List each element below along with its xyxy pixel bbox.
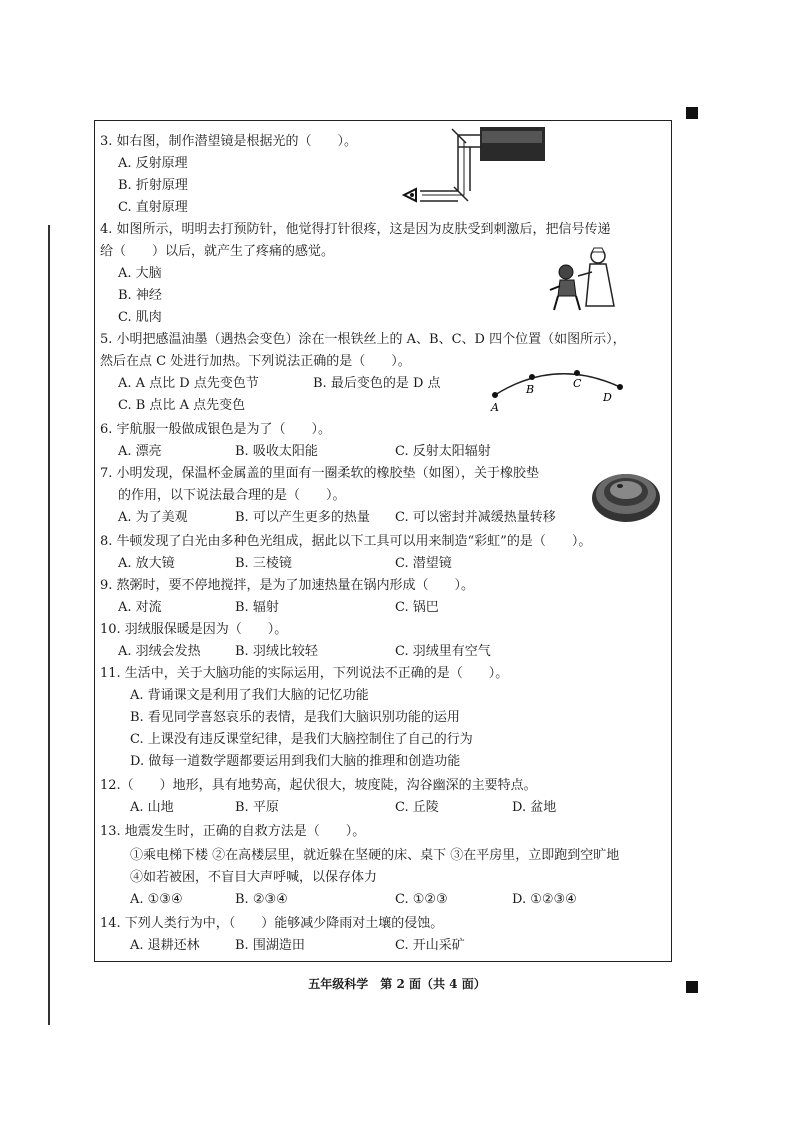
q9-option-c: C. 锅巴 [395, 600, 439, 615]
q7-option-a: A. 为了美观 [118, 510, 188, 525]
q13-option-c: C. ①②③ [395, 892, 448, 907]
q5-stem-line2: 然后在点 C 处进行加热。下列说法正确的是（ ）。 [100, 354, 411, 369]
q13-items-line2: ④如若被困，不盲目大声呼喊，以保存体力 [130, 870, 378, 885]
q12-stem: 12.（ ）地形，具有地势高，起伏很大，坡度陡，沟谷幽深的主要特点。 [100, 778, 537, 793]
q4-stem-line1: 4. 如图所示，明明去打预防针，他觉得打针很疼，这是因为皮肤受到刺激后，把信号传递 [100, 222, 611, 237]
q5-stem-line1: 5. 小明把感温油墨（遇热会变色）涂在一根铁丝上的 A、B、C、D 四个位置（如图所示）， [100, 332, 626, 347]
q13-option-a: A. ①③④ [130, 892, 183, 907]
q7-stem-line2: 的作用，以下说法最合理的是（ ）。 [118, 488, 346, 503]
q5-option-c: C. B 点比 A 点先变色 [118, 398, 246, 413]
q4-option-a: A. 大脑 [118, 266, 162, 281]
q11-stem: 11. 生活中，关于大脑功能的实际运用，下列说法不正确的是（ ）。 [100, 666, 509, 681]
q12-option-b: B. 平原 [235, 800, 279, 815]
q9-option-b: B. 辐射 [235, 600, 279, 615]
q12-option-d: D. 盆地 [512, 800, 557, 815]
wire-figure [485, 365, 635, 415]
q14-stem: 14. 下列人类行为中，（ ）能够减少降雨对土壤的侵蚀。 [100, 916, 444, 931]
q5-option-a: A. A 点比 D 点先变色节 [118, 376, 259, 391]
q3-option-b: B. 折射原理 [118, 178, 188, 193]
q10-stem: 10. 羽绒服保暖是因为（ ）。 [100, 622, 288, 637]
q5-option-b: B. 最后变色的是 D 点 [313, 376, 441, 391]
injection-figure [548, 246, 626, 316]
q6-option-c: C. 反射太阳辐射 [395, 444, 491, 459]
wire-label-a: A [491, 401, 499, 414]
q4-stem-line2: 给（ ）以后，就产生了疼痛的感觉。 [100, 244, 335, 259]
q6-stem: 6. 宇航服一般做成银色是为了（ ）。 [100, 422, 332, 437]
q3-stem: 3. 如右图，制作潜望镜是根据光的（ ）。 [100, 134, 358, 149]
q7-option-c: C. 可以密封并减缓热量转移 [395, 510, 556, 525]
q3-option-a: A. 反射原理 [118, 156, 188, 171]
q11-option-d: D. 做每一道数学题都要运用到我们大脑的推理和创造功能 [130, 754, 461, 769]
q14-option-b: B. 围湖造田 [235, 938, 305, 953]
q4-option-c: C. 肌肉 [118, 310, 162, 325]
q12-option-a: A. 山地 [130, 800, 174, 815]
q8-stem: 8. 牛顿发现了白光由多种色光组成，据此以下工具可以用来制造“彩虹”的是（ ）。 [100, 534, 592, 549]
q14-option-a: A. 退耕还林 [130, 938, 200, 953]
q8-option-b: B. 三棱镜 [235, 556, 292, 571]
q9-option-a: A. 对流 [118, 600, 162, 615]
q6-option-b: B. 吸收太阳能 [235, 444, 318, 459]
q10-option-b: B. 羽绒比较轻 [235, 644, 318, 659]
q9-stem: 9. 熬粥时，要不停地搅拌，是为了加速热量在锅内形成（ ）。 [100, 578, 475, 593]
q7-option-b: B. 可以产生更多的热量 [235, 510, 370, 525]
binder-line [48, 225, 50, 1025]
q10-option-c: C. 羽绒里有空气 [395, 644, 491, 659]
wire-label-c: C [573, 377, 582, 390]
q11-option-c: C. 上课没有违反课堂纪律，是我们大脑控制住了自己的行为 [130, 732, 473, 747]
registration-mark-top [686, 107, 698, 119]
cup-lid-figure [588, 462, 664, 526]
q10-option-a: A. 羽绒会发热 [118, 644, 201, 659]
wire-label-d: D [603, 391, 612, 404]
page-footer: 五年级科学 第 2 面（共 4 面） [308, 977, 486, 991]
q13-option-d: D. ①②③④ [512, 892, 577, 907]
q13-items-line1: ①乘电梯下楼 ②在高楼层里，就近躲在坚硬的床、桌下 ③在平房里，立即跑到空旷地 [130, 848, 620, 863]
q12-option-c: C. 丘陵 [395, 800, 439, 815]
q7-stem-line1: 7. 小明发现，保温杯金属盖的里面有一圈柔软的橡胶垫（如图），关于橡胶垫 [100, 466, 540, 481]
wire-label-b: B [526, 383, 535, 396]
q13-stem: 13. 地震发生时，正确的自救方法是（ ）。 [100, 824, 366, 839]
q11-option-b: B. 看见同学喜怒哀乐的表情，是我们大脑识别功能的运用 [130, 710, 460, 725]
q8-option-a: A. 放大镜 [118, 556, 175, 571]
q3-option-c: C. 直射原理 [118, 200, 188, 215]
periscope-figure [400, 125, 550, 205]
q13-option-b: B. ②③④ [235, 892, 288, 907]
q8-option-c: C. 潜望镜 [395, 556, 452, 571]
q4-option-b: B. 神经 [118, 288, 162, 303]
q11-option-a: A. 背诵课文是利用了我们大脑的记忆功能 [130, 688, 369, 703]
q6-option-a: A. 漂亮 [118, 444, 162, 459]
q14-option-c: C. 开山采矿 [395, 938, 465, 953]
